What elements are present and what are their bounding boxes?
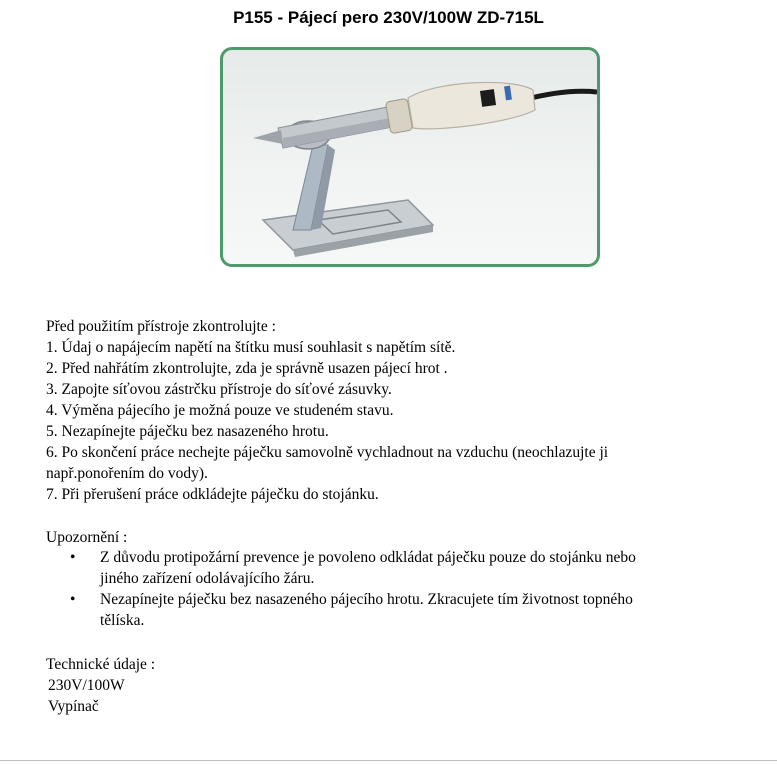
warning-line: jiného zařízení odolávajícího žáru. [100,570,315,587]
list-item [70,589,636,631]
list-item: 2. Před nahřátím zkontrolujte, zda je správně usazen pájecí hrot . [46,360,448,377]
steps-list [46,337,608,505]
bullet-icon: • [70,549,76,566]
list-item: 4. Výměna pájecího je možná pouze ve studeném stavu. [46,402,394,419]
warning-line: tělíska. [100,612,145,629]
list-item [70,547,636,589]
list-item: 3. Zapojte síťovou zástrčku přístroje do síťové zásuvky. [46,381,392,398]
tech-heading: Technické údaje : [46,656,156,673]
list-item: 1. Údaj o napájecím napětí na štítku musí souhlasit s napětím sítě. [46,339,456,356]
list-item: 5. Nezapínejte páječku bez nasazeného hrotu. [46,423,329,440]
tech-item-voltage: 230V/100W [48,677,125,694]
list-item: 7. Při přerušení práce odkládejte páječku do stojánku. [46,486,379,503]
page-title: P155 - Pájecí pero 230V/100W ZD-715L [233,8,544,27]
tech-item-switch: Vypínač [48,698,99,715]
warning-list [70,547,636,631]
intro-text: Před použitím přístroje zkontrolujte : [46,318,276,335]
bullet-icon: • [70,591,76,608]
product-photo [220,47,600,267]
divider [0,760,777,761]
soldering-iron-illustration [223,50,597,264]
list-item: 6. Po skončení práce nechejte páječku samovolně vychladnout na vzduchu (neochlazujte ji [46,444,609,461]
warning-line: Z důvodu protipožární prevence je povoleno odkládat páječku pouze do stojánku nebo [100,549,636,566]
warning-heading: Upozornění : [46,529,128,546]
warning-line: Nezapínejte páječku bez nasazeného pájecího hrotu. Zkracujete tím životnost topného [100,591,633,608]
list-item: např.ponořením do vody). [46,465,208,482]
